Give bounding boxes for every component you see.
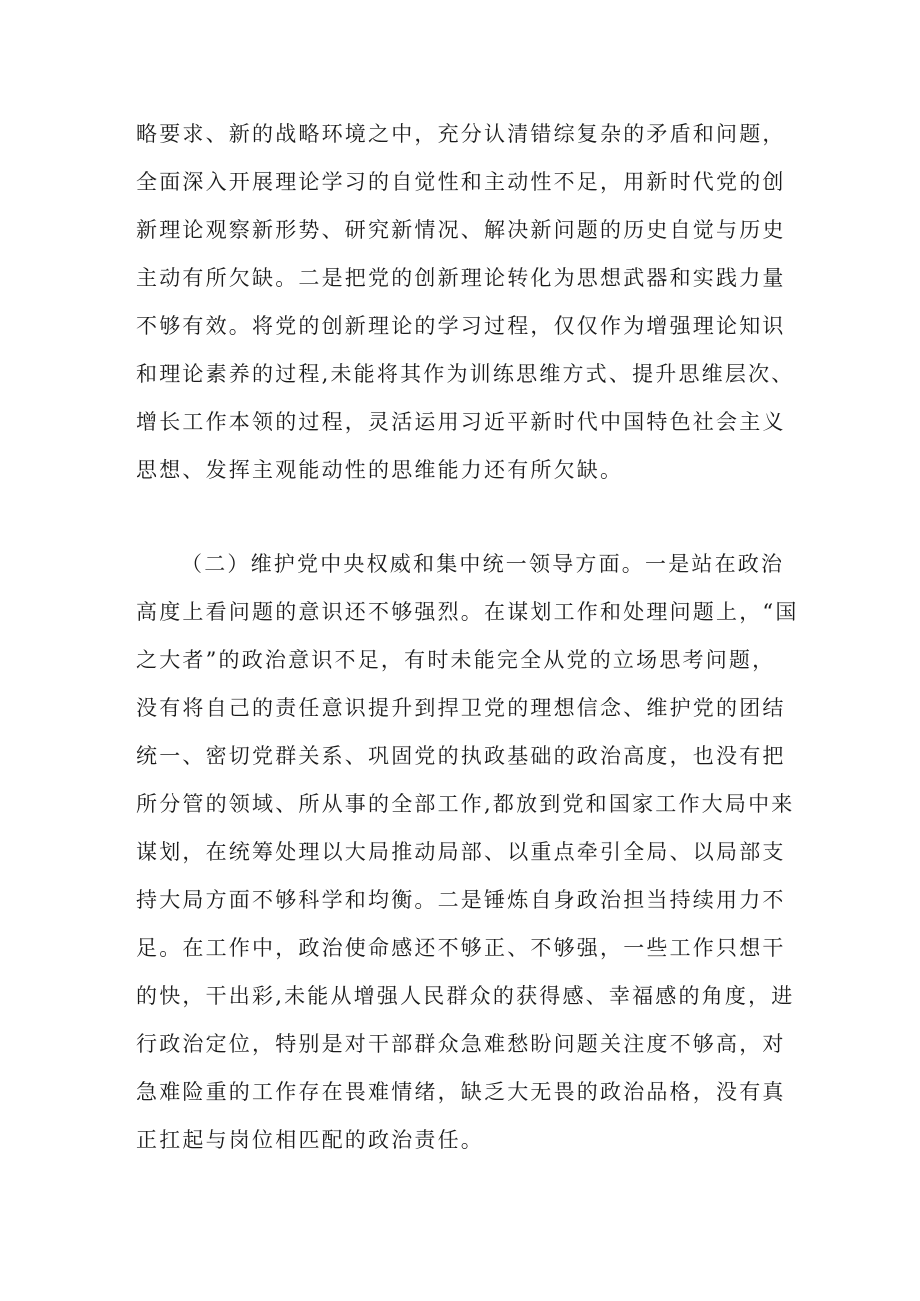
text-line: 主动有所欠缺。二是把党的创新理论转化为思想武器和实践力量 <box>136 266 786 290</box>
text-line: 高度上看问题的意识还不够强烈。在谋划工作和处理问题上，“国 <box>136 600 799 624</box>
text-line: 没有将自己的责任意识提升到捍卫党的理想信念、维护党的团结 <box>136 696 786 720</box>
text-line: 所分管的领域、所从事的全部工作,都放到党和国家工作大局中来 <box>136 792 795 816</box>
text-line: 急难险重的工作存在畏难情绪，缺乏大无畏的政治品格，没有真 <box>136 1080 786 1104</box>
text-line: 持大局方面不够科学和均衡。二是锤炼自身政治担当持续用力不 <box>136 888 786 912</box>
text-line: 正扛起与岗位相匹配的政治责任。 <box>136 1128 484 1152</box>
text-line: 行政治定位，特别是对干部群众急难愁盼问题关注度不够高，对 <box>136 1032 786 1056</box>
text-line: 足。在工作中，政治使命感还不够正、不够强，一些工作只想干 <box>136 936 786 960</box>
text-line: 新理论观察新形势、研究新情况、解决新问题的历史自觉与历史 <box>136 218 786 242</box>
text-line: （二）维护党中央权威和集中统一领导方面。一是站在政治 <box>181 552 785 576</box>
text-line: 略要求、新的战略环境之中，充分认清错综复杂的矛盾和问题， <box>136 122 786 146</box>
text-line: 之大者”的政治意识不足，有时未能完全从党的立场思考问题， <box>136 648 776 672</box>
text-line: 不够有效。将党的创新理论的学习过程，仅仅作为增强理论知识 <box>136 314 786 338</box>
text-line: 思想、发挥主观能动性的思维能力还有所欠缺。 <box>136 458 624 482</box>
text-line: 增长工作本领的过程，灵活运用习近平新时代中国特色社会主义 <box>136 410 786 434</box>
text-line: 的快，干出彩,未能从增强人民群众的获得感、幸福感的角度，进 <box>136 984 795 1008</box>
text-line: 谋划，在统筹处理以大局推动局部、以重点牵引全局、以局部支 <box>136 840 786 864</box>
text-line: 和理论素养的过程,未能将其作为训练思维方式、提升思维层次、 <box>136 362 795 386</box>
text-line: 全面深入开展理论学习的自觉性和主动性不足，用新时代党的创 <box>136 170 786 194</box>
text-line: 统一、密切党群关系、巩固党的执政基础的政治高度，也没有把 <box>136 744 786 768</box>
